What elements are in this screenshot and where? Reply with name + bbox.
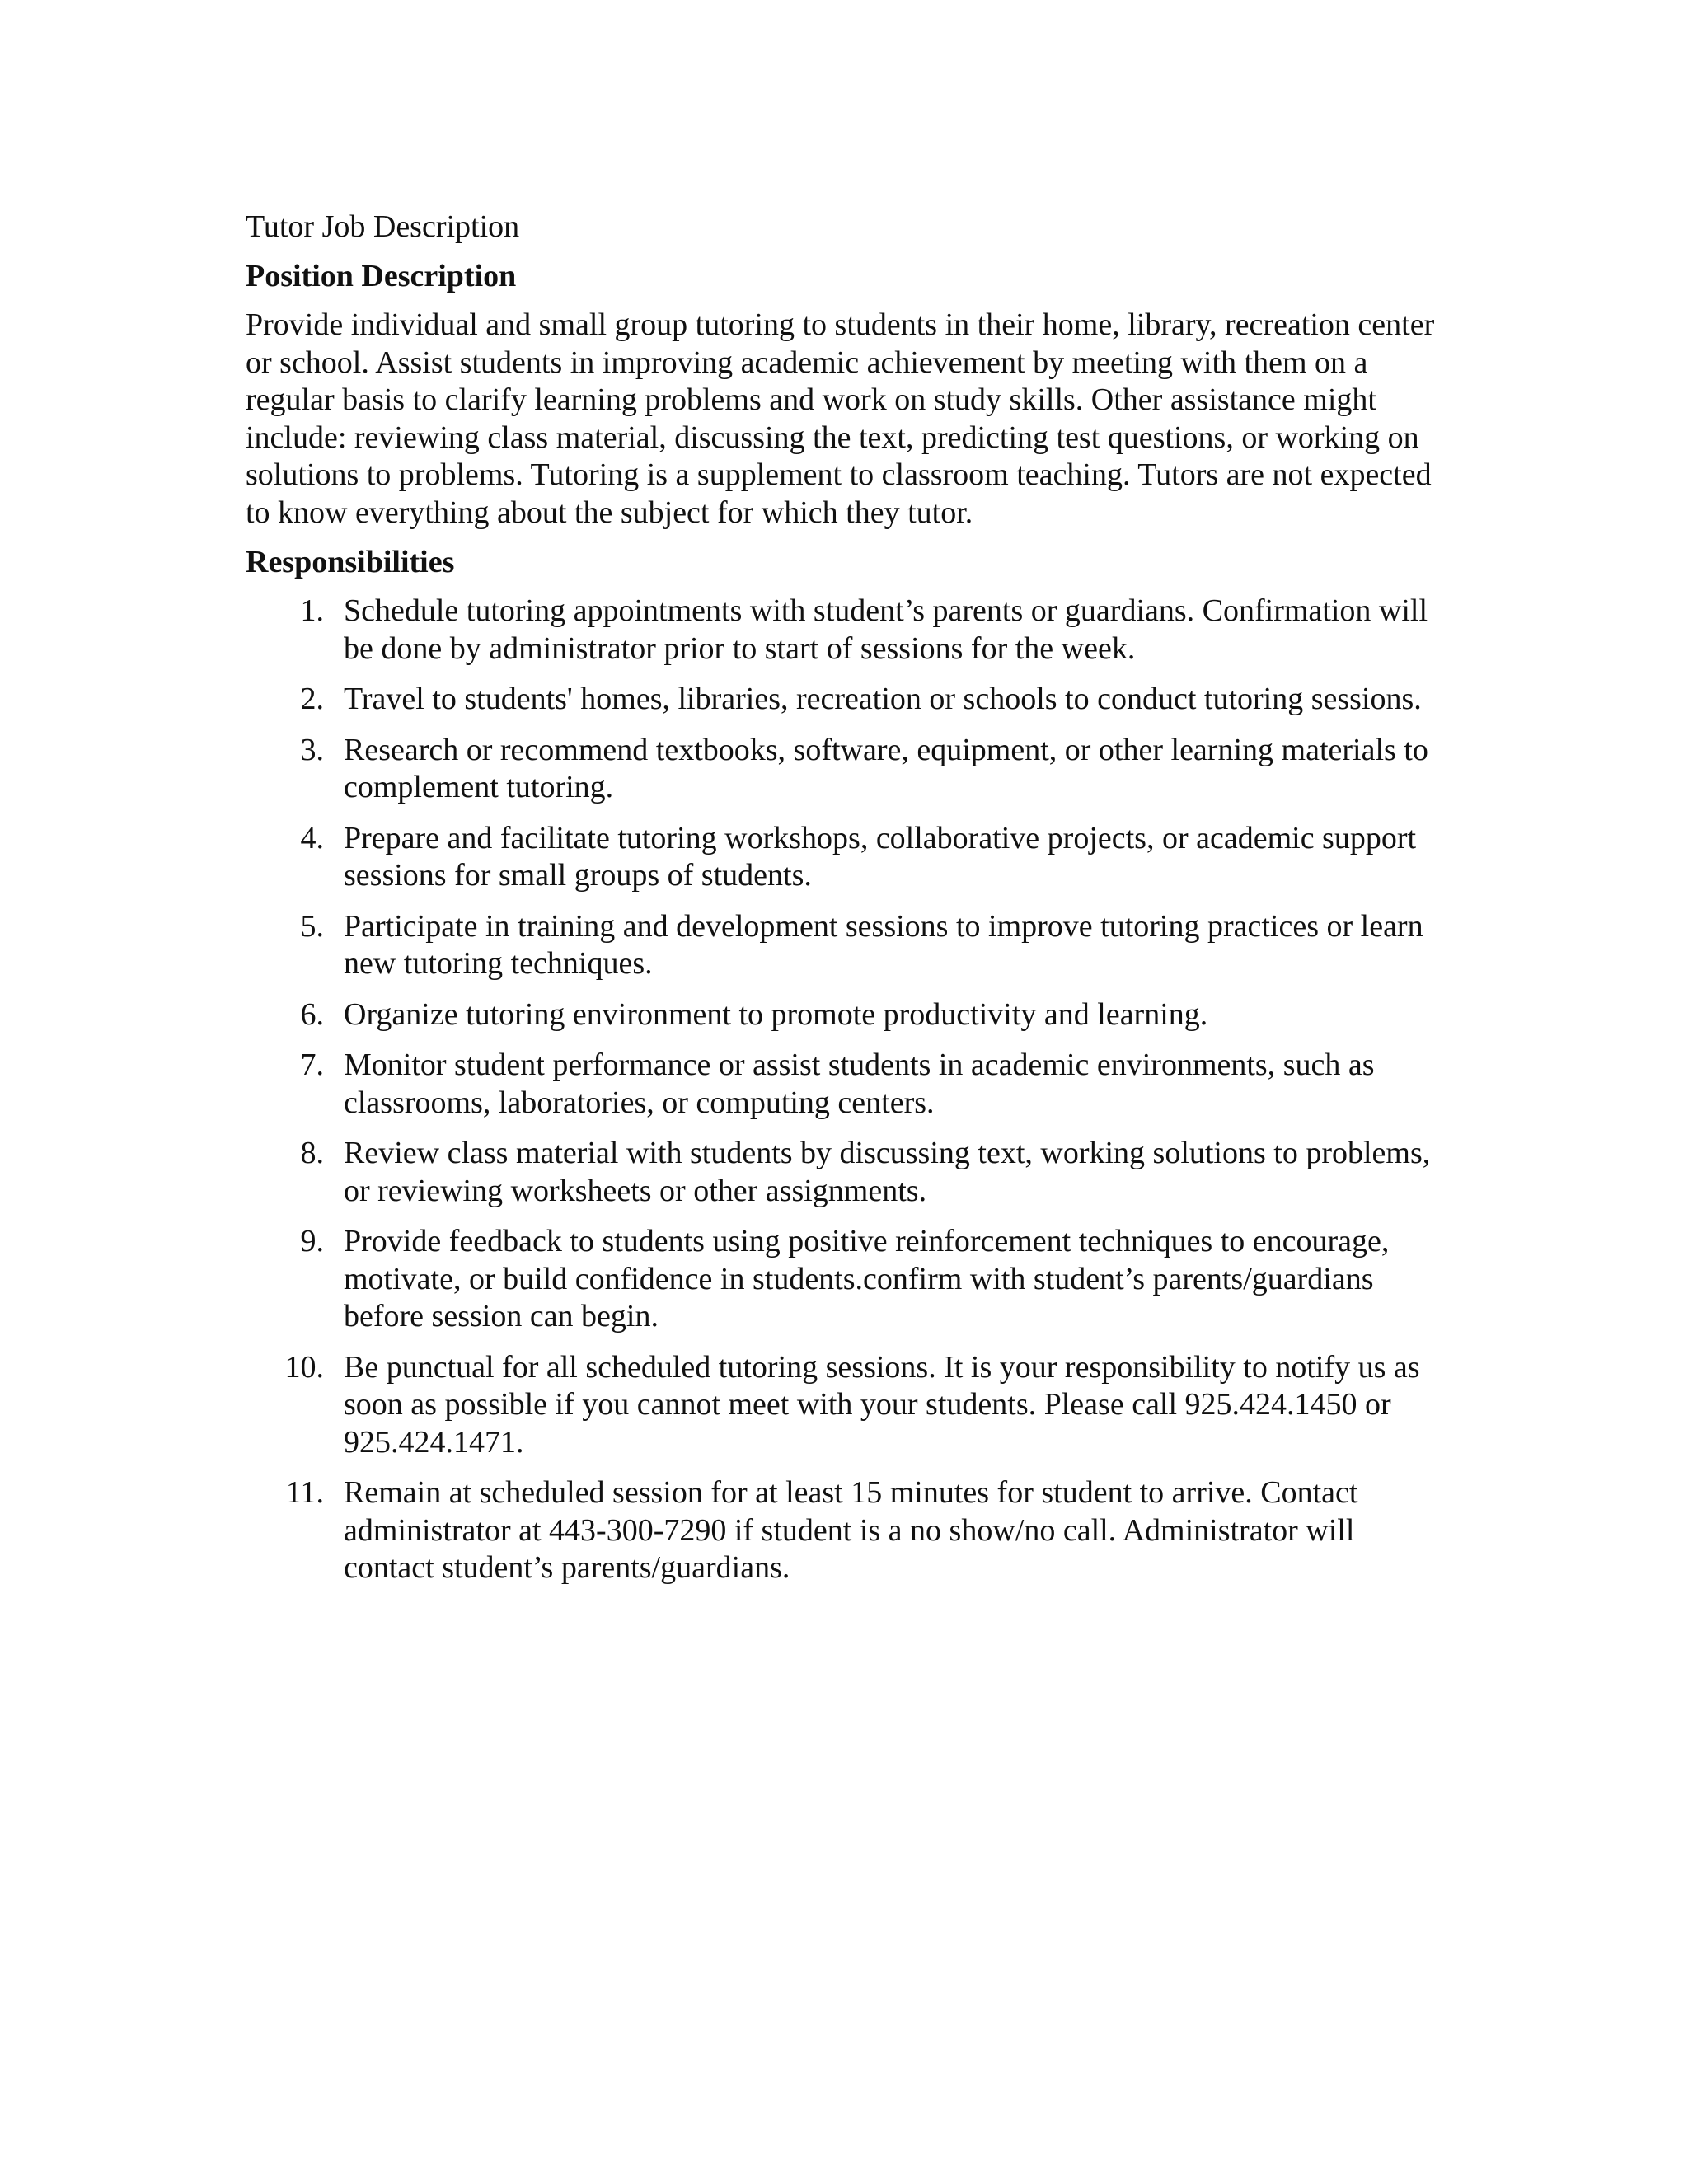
responsibility-text: Remain at scheduled session for at least 15 minutes for student to arrive. Contact administrator at 443-300-7290 if student is a no show/no call. Administrator will contact student’s parents/guardians.	[344, 1475, 1358, 1585]
responsibility-item	[246, 908, 1441, 983]
responsibility-item	[246, 681, 1441, 719]
responsibility-text: Organize tutoring environment to promote productivity and learning.	[344, 996, 1208, 1032]
responsibilities-heading: Responsibilities	[246, 545, 455, 579]
responsibility-text: Review class material with students by discussing text, working solutions to problems, or reviewing worksheets or other assignments.	[344, 1136, 1431, 1208]
responsibility-text: Prepare and facilitate tutoring workshops, collaborative projects, or academic support sessions for small groups of students.	[344, 820, 1417, 893]
responsibility-number: 9.	[300, 1224, 324, 1258]
responsibility-item	[246, 1047, 1441, 1122]
position-description-text: Provide individual and small group tutoring to students in their home, library, recreation center or school. Assist students in improving academic achievement by meeting with them on a regular basis to clarify learning problems and work on study skills. Other assistance might include: reviewing class material, discussing the text, predicting test questions, or working on solutions to problems. Tutoring is a supplement to classroom teaching. Tutors are not expected to know everything about the subject for which they tutor.	[246, 307, 1435, 530]
responsibility-number: 7.	[300, 1047, 324, 1082]
responsibility-text: Research or recommend textbooks, software, equipment, or other learning materials to complement tutoring.	[344, 732, 1428, 804]
responsibility-number: 11.	[285, 1475, 324, 1510]
responsibility-item	[246, 1223, 1441, 1336]
responsibility-text: Monitor student performance or assist students in academic environments, such as classrooms, laboratories, or computing centers.	[344, 1047, 1375, 1120]
responsibility-number: 10.	[284, 1349, 324, 1385]
responsibility-item	[246, 820, 1441, 895]
responsibility-item	[246, 1135, 1441, 1210]
responsibility-item	[246, 1474, 1441, 1587]
responsibility-text: Schedule tutoring appointments with student’s parents or guardians. Confirmation will be done by administrator prior to start of sessions for the week.	[344, 593, 1428, 666]
responsibility-number: 5.	[300, 908, 324, 944]
document-title: Tutor Job Description	[246, 209, 520, 244]
responsibility-text: Travel to students' homes, libraries, recreation or schools to conduct tutoring sessions.	[344, 682, 1422, 716]
position-description-heading: Position Description	[246, 259, 517, 293]
document-page	[246, 208, 1441, 1601]
responsibility-number: 6.	[300, 996, 324, 1032]
responsibility-item	[246, 732, 1441, 807]
responsibility-number: 1.	[300, 593, 324, 628]
responsibility-number: 2.	[300, 682, 324, 716]
responsibility-text: Provide feedback to students using positive reinforcement techniques to encourage, motivate, or build confidence in students.confirm with student’s parents/guardians before session can begin.	[344, 1224, 1390, 1333]
responsibility-number: 3.	[300, 732, 324, 767]
responsibility-item	[246, 1349, 1441, 1462]
responsibility-text: Be punctual for all scheduled tutoring sessions. It is your responsibility to notify us as soon as possible if you cannot meet with your students. Please call 925.424.1450 or 925.424.1471.	[344, 1349, 1420, 1460]
responsibilities-list	[246, 593, 1441, 1587]
responsibility-item	[246, 996, 1441, 1034]
responsibility-number: 4.	[300, 820, 324, 855]
responsibility-text: Participate in training and development sessions to improve tutoring practices or learn new tutoring techniques.	[344, 908, 1423, 981]
responsibility-item	[246, 593, 1441, 668]
responsibility-number: 8.	[300, 1136, 324, 1170]
